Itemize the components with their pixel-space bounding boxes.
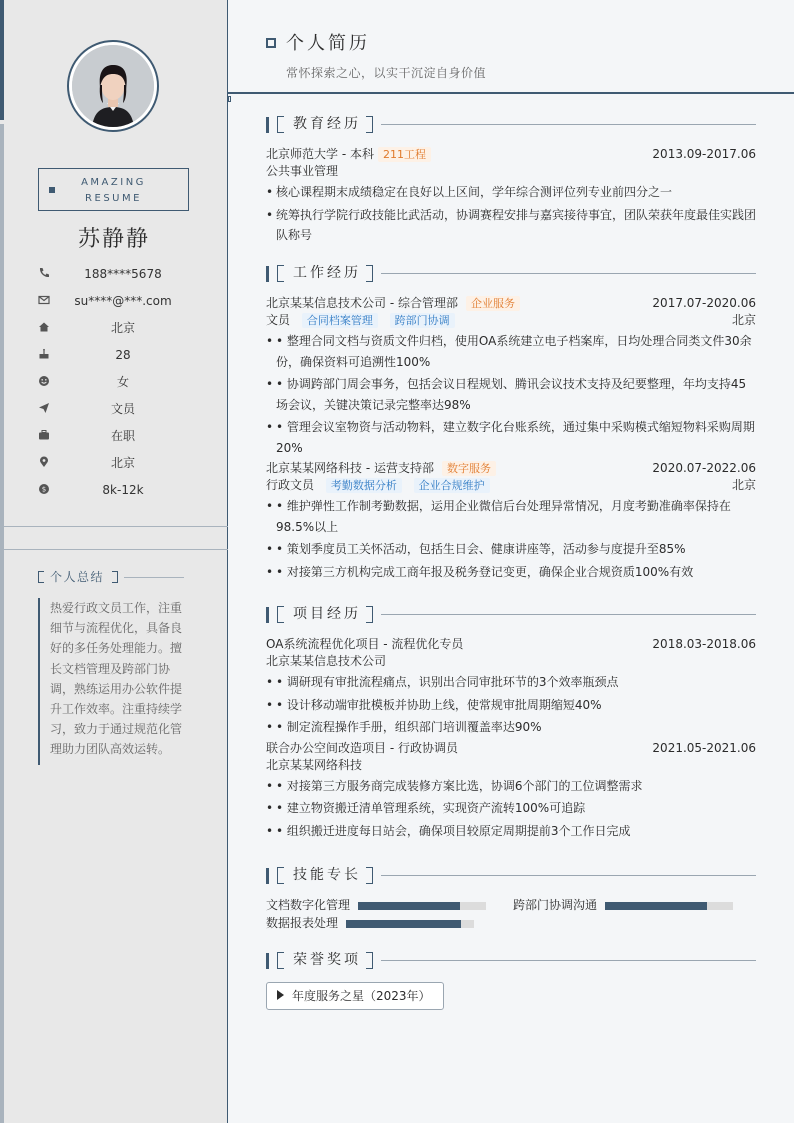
award-item (266, 982, 444, 1010)
project-date: 2021.05-2021.06 (652, 740, 756, 755)
project-entry (266, 740, 756, 842)
title-line (381, 124, 756, 125)
title-line (381, 960, 756, 961)
job-entry (266, 460, 756, 582)
bracket-left (277, 867, 284, 884)
list-item: • 统筹执行学院行政技能比武活动，协调赛程安排与嘉宾接待事宜，团队荣获年度最佳实践团队称号 (266, 205, 756, 246)
contact-info-list (38, 264, 198, 507)
skills-section (266, 867, 756, 933)
skills-list (266, 897, 756, 933)
info-text: 8k-12k (102, 483, 144, 497)
info-text: 28 (115, 348, 131, 362)
title-line (124, 577, 184, 578)
list-item: • • 制定流程操作手册，组织部门培训覆盖率达90% (266, 717, 756, 738)
industry-badge: 数字服务 (442, 461, 496, 476)
skill-tag: 企业合规维护 (414, 478, 490, 493)
info-salary (38, 480, 198, 507)
avatar (67, 40, 159, 132)
title-line (381, 875, 756, 876)
square-icon (266, 38, 276, 48)
section-title (266, 606, 756, 624)
skill-track (358, 902, 486, 910)
skill-name: 跨部门协调沟通 (513, 898, 598, 912)
bracket-right (112, 571, 118, 583)
bracket-right (366, 867, 373, 884)
skill-item (513, 897, 743, 914)
skill-fill (358, 902, 460, 910)
info-text: 文员 (110, 402, 135, 416)
main-content (228, 0, 794, 1123)
list-item: • • 设计移动端审批模板并协助上线，使常规审批周期缩短40% (266, 695, 756, 716)
list-item: • • 组织搬迁进度每日站会，确保项目较原定周期提前3个工作日完成 (266, 821, 756, 842)
list-item: • • 维护弹性工作制考勤数据，运用企业微信后台处理异常情况，月度考勤准确率保持在98.5%以上 (266, 496, 756, 537)
send-icon (38, 402, 50, 414)
amazing-resume-tag (38, 168, 189, 211)
major: 公共事业管理 (266, 164, 339, 178)
job-bullets (266, 331, 756, 458)
sidebar-accent-strip (0, 0, 4, 120)
info-text: 北京 (110, 321, 135, 335)
sidebar-divider (4, 549, 228, 550)
info-text: 188****5678 (84, 267, 162, 281)
job-role: 行政文员 (266, 478, 315, 492)
phone-icon (38, 267, 50, 279)
skill-name: 文档数字化管理 (266, 898, 351, 912)
section-title (266, 265, 756, 283)
job-head (266, 295, 756, 312)
job-role-line (266, 312, 756, 329)
info-status (38, 426, 198, 453)
education-bullets (266, 182, 756, 246)
education-entry-head (266, 146, 756, 163)
section-title (266, 952, 756, 970)
award-text: 年度服务之星（2023年） (292, 989, 431, 1003)
list-item: • • 协调跨部门周会事务，包括会议日程规划、腾讯会议技术支持及纪要整理，年均支持45场会议，关键决策记录完整率达98% (266, 374, 756, 415)
school-name: 北京师范大学 - 本科 (266, 147, 374, 161)
company-name: 北京某某网络科技 - 运营支持部 (266, 461, 434, 475)
job-city: 北京 (731, 478, 756, 492)
skill-fill (605, 902, 707, 910)
skill-item (266, 915, 496, 932)
project-name: 联合办公空间改造项目 - 行政协调员 (266, 740, 458, 755)
project-entry (266, 636, 756, 738)
info-text: 北京 (110, 456, 135, 470)
projects-section (266, 606, 756, 841)
resume-title: 个人简历 (286, 33, 370, 54)
info-text: su****@***.com (74, 294, 172, 308)
skill-track (605, 902, 733, 910)
info-text: 女 (116, 375, 129, 389)
section-label: 技能专长 (293, 867, 361, 883)
job-city: 北京 (731, 313, 756, 327)
section-label: 项目经历 (293, 606, 361, 622)
resume-header (228, 0, 794, 94)
bracket-right (366, 265, 373, 282)
mail-icon (38, 294, 50, 306)
project-bullets (266, 776, 756, 842)
job-role: 文员 (266, 313, 291, 327)
job-bullets (266, 496, 756, 582)
bracket-left (277, 265, 284, 282)
bracket-right (366, 116, 373, 133)
title-line (381, 614, 756, 615)
section-label: 荣誉奖项 (293, 952, 361, 968)
section-label: 工作经历 (293, 265, 361, 281)
summary-section-title (38, 568, 188, 586)
play-triangle-icon (277, 990, 284, 1000)
project-bullets (266, 672, 756, 738)
skill-item (266, 897, 496, 914)
person-name: 苏静静 (77, 227, 150, 252)
list-item: • • 建立物资搬迁清单管理系统，实现资产流转100%可追踪 (266, 798, 756, 819)
summary-title: 个人总结 (50, 570, 105, 584)
list-item: • • 调研现有审批流程痛点，识别出合同审批环节的3个效率瓶颈点 (266, 672, 756, 693)
job-date: 2017.07-2020.06 (652, 296, 756, 310)
section-label: 教育经历 (293, 116, 361, 132)
skill-tag: 考勤数据分析 (326, 478, 402, 493)
company-name: 北京某某信息技术公司 - 综合管理部 (266, 296, 458, 310)
sidebar (0, 0, 228, 1123)
list-item: • • 管理会议室物资与活动物料，建立数字化台账系统，通过集中采购模式缩短物料采购周期20% (266, 417, 756, 458)
education-date: 2013.09-2017.06 (652, 147, 756, 161)
list-item: • • 策划季度员工关怀活动，包括生日会、健康讲座等，活动参与度提升至85% (266, 539, 756, 560)
project-name: OA系统流程优化项目 - 流程优化专员 (266, 637, 464, 651)
bracket-left (277, 606, 284, 623)
project-org: 北京某某信息技术公司 (266, 654, 387, 668)
location-icon (38, 456, 50, 468)
info-age (38, 345, 198, 372)
svg-text:$: $ (41, 485, 47, 494)
bracket-left (277, 952, 284, 969)
bracket-left (38, 571, 44, 583)
money-icon (38, 483, 50, 495)
info-text: 在职 (110, 429, 135, 443)
summary-text: 热爱行政文员工作，注重细节与流程优化，具备良好的多任务处理能力。擅长文档管理及跨部门协调，熟练运用办公软件提升工作效率。注重持续学习，致力于通过规范化管理助力团队高效运转。 (38, 598, 188, 765)
industry-badge: 企业服务 (466, 296, 520, 311)
info-location (38, 453, 198, 480)
profile-photo (72, 45, 154, 127)
square-icon (49, 187, 55, 193)
section-title (266, 867, 756, 885)
skill-name: 数据报表处理 (266, 916, 339, 930)
project-date: 2018.03-2018.06 (652, 637, 756, 651)
bracket-left (277, 116, 284, 133)
title-bar (266, 266, 269, 282)
bracket-right (366, 952, 373, 969)
info-position (38, 399, 198, 426)
skill-track (346, 920, 474, 928)
list-item: • • 对接第三方机构完成工商年报及税务登记变更，确保企业合规资质100%有效 (266, 562, 756, 583)
resume-subtitle: 常怀探索之心，以实干沉淀自身价值 (286, 66, 487, 80)
job-head (266, 460, 756, 477)
skill-tag: 合同档案管理 (302, 313, 378, 328)
awards-section (266, 952, 756, 1010)
info-email (38, 291, 198, 318)
info-home (38, 318, 198, 345)
home-icon (38, 321, 50, 333)
sidebar-accent-strip-lower (0, 124, 4, 1123)
project-head (266, 740, 756, 757)
info-phone (38, 264, 198, 291)
title-line (381, 273, 756, 274)
project-org: 北京某某网络科技 (266, 757, 363, 772)
job-role-line (266, 477, 756, 494)
title-bar (266, 607, 269, 623)
bracket-right (366, 606, 373, 623)
skill-tag: 跨部门协调 (390, 313, 455, 328)
project-head (266, 636, 756, 653)
list-item: • • 整理合同文档与资质文件归档，使用OA系统建立电子档案库，日均处理合同类文件30余份，确保资料可追溯性100% (266, 331, 756, 372)
section-title (266, 116, 756, 134)
briefcase-icon (38, 429, 50, 441)
decorative-mark (228, 96, 231, 102)
cake-icon (38, 348, 50, 360)
list-item: • • 对接第三方服务商完成装修方案比选，协调6个部门的工位调整需求 (266, 776, 756, 797)
title-bar (266, 868, 269, 884)
school-badge: 211工程 (378, 147, 431, 162)
work-section (266, 265, 756, 582)
education-section (266, 116, 756, 246)
list-item: • 核心课程期末成绩稳定在良好以上区间，学年综合测评位列专业前四分之一 (266, 182, 756, 203)
tag-line-1: AMAZING (81, 177, 146, 188)
title-bar (266, 953, 269, 969)
smile-icon (38, 375, 50, 387)
job-date: 2020.07-2022.06 (652, 461, 756, 475)
skill-fill (346, 920, 461, 928)
info-gender (38, 372, 198, 399)
sidebar-divider (4, 526, 228, 527)
tag-line-2: RESUME (85, 193, 142, 204)
job-entry (266, 295, 756, 458)
title-bar (266, 117, 269, 133)
